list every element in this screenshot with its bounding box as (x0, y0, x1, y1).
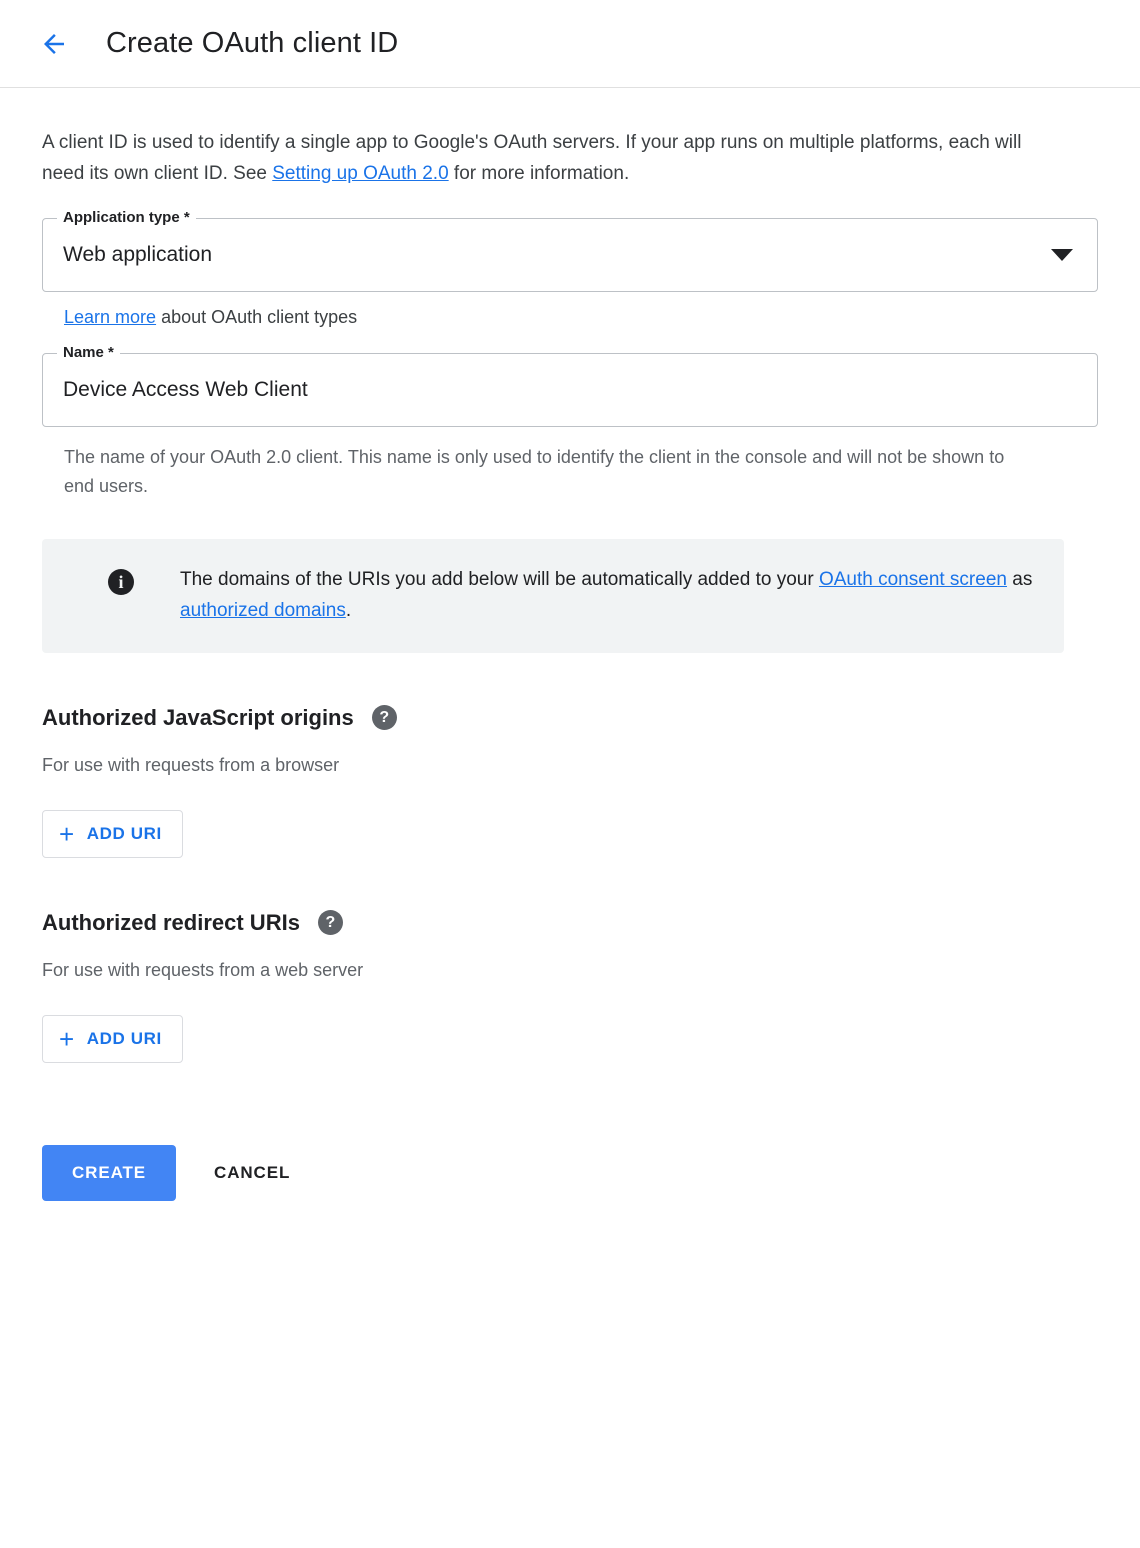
help-icon[interactable]: ? (318, 910, 343, 935)
intro-text-part2: for more information. (448, 162, 630, 184)
javascript-origins-section (42, 705, 1098, 858)
application-type-label: Application type * (57, 209, 196, 227)
domains-info-text (180, 565, 1036, 627)
javascript-origins-subtitle: For use with requests from a browser (42, 754, 340, 775)
oauth-consent-screen-link[interactable]: OAuth consent screen (818, 569, 1007, 591)
application-type-select[interactable] (42, 208, 1098, 292)
application-type-value: Web application (63, 242, 213, 266)
banner-part2: as (1006, 569, 1033, 591)
name-field[interactable] (42, 344, 1098, 427)
info-icon: i (108, 569, 134, 595)
redirect-uris-title: Authorized redirect URIs (42, 909, 300, 935)
plus-icon: + (59, 818, 75, 849)
setting-up-oauth-link[interactable]: Setting up OAuth 2.0 (272, 162, 449, 184)
arrow-back-icon[interactable] (32, 22, 76, 66)
intro-text-part1: A client ID is used to identify a single app to Google's OAuth servers. If your app runs on multiple platforms, each will need its own client ID. See (42, 132, 1022, 184)
redirect-uris-header (42, 910, 1098, 936)
learn-more-rest: about OAuth client types (156, 306, 358, 327)
redirect-uris-subtitle: For use with requests from a web server (42, 959, 364, 980)
plus-icon: + (59, 1023, 75, 1054)
name-field-label: Name * (57, 344, 120, 362)
add-uri-button-javascript-origins[interactable] (42, 810, 183, 858)
chevron-down-icon[interactable] (1051, 249, 1073, 261)
form-actions (42, 1145, 1098, 1261)
name-field-value: Device Access Web Client (63, 378, 308, 402)
javascript-origins-title: Authorized JavaScript origins (42, 704, 354, 730)
application-type-helper (64, 304, 1098, 332)
javascript-origins-header (42, 705, 1098, 731)
domains-info-banner (42, 539, 1064, 653)
redirect-uris-section (42, 910, 1098, 1063)
cancel-button[interactable]: CANCEL (190, 1145, 314, 1201)
page-header (0, 0, 1140, 88)
name-field-helper: The name of your OAuth 2.0 client. This name is only used to identify the client in the console and will not be shown to end users. (64, 447, 1005, 497)
banner-part1: The domains of the URIs you add below will be automatically added to your (180, 569, 819, 591)
learn-more-link[interactable]: Learn more (64, 306, 157, 327)
banner-part3: . (345, 599, 352, 621)
main-content (0, 88, 1140, 1261)
help-icon[interactable]: ? (372, 705, 397, 730)
intro-paragraph (42, 128, 1052, 190)
add-uri-button-redirect-uris[interactable] (42, 1015, 183, 1063)
authorized-domains-link[interactable]: authorized domains (180, 599, 346, 621)
page-title: Create OAuth client ID (106, 27, 399, 59)
add-uri-label: ADD URI (86, 823, 162, 843)
add-uri-label: ADD URI (86, 1028, 162, 1048)
create-button[interactable]: CREATE (42, 1145, 176, 1201)
